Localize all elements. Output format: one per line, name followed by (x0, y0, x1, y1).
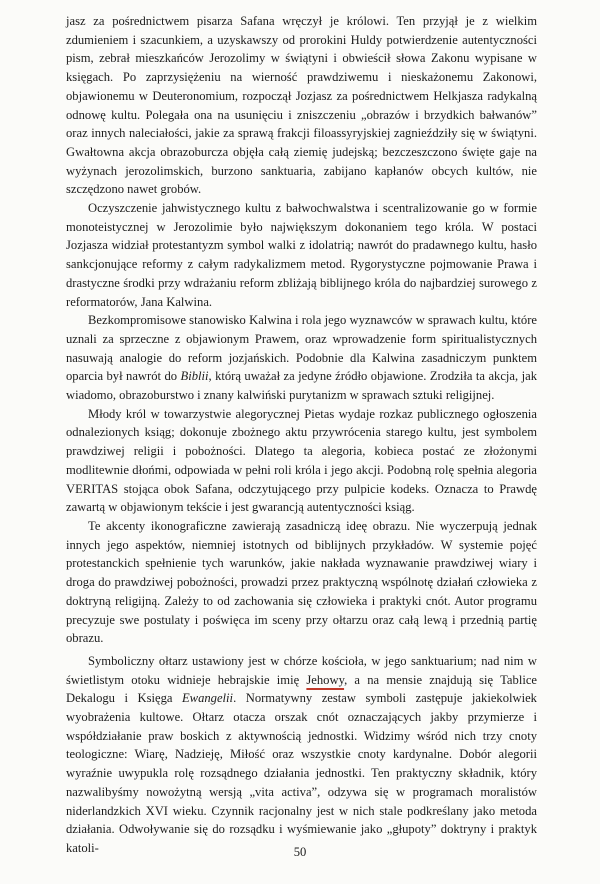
italic-text: Biblii (180, 369, 209, 384)
paragraph (66, 405, 537, 517)
text-run: . Normatywny zestaw symboli zastępuje jakiekolwiek wyobrażenia kultowe. Ołtarz otacza orszak cnót oznaczających jakby przymierze i współdziałanie praw boskich z aktywnością jednostki. Widzimy wśród nich trzy cnoty teologiczne: Wiarę, Nadzieję, Miłość oraz wszystkie cnoty kardynalne. Dobór alegorii wyraźnie uwypukla rolę rozsądnego działania jednostki. Ten praktyczny składnik, który nazwalibyśmy nowożytną wersją „vita activa”, odzywa się w programach moralistów niderlandzkich XVI wieku. Czynnik racjonalny jest w nich stale podkreślany jako metoda działania. Odwoływanie się do rozsądku i wyśmiewanie jako „głupoty” doktryny i praktyk katoli- (66, 691, 537, 855)
text-run: Oczyszczenie jahwistycznego kultu z bałwochwalstwa i scentralizowanie go w formie monoteistycznej w Jerozolimie było największym dokonaniem tego króla. W postaci Jozjasza widział protestantyzm symbol walki z idolatrią; nawrót do pradawnego kultu, hasło sankcjonujące reformy z całym radykalizmem metod. Rygorystyczne pojmowanie Prawa i drastyczne środki przy wdrażaniu reform zbliżają biblijnego króla do najbardziej surowego z reformatorów, Jana Kalwina. (66, 201, 537, 309)
text-run: , którą uważał za jedyne źródło objawione. Zrodziła ta akcja, jak wiadomo, obrazoburstwo i znany kalwiński purytanizm w sprawach sztuki religijnej. (66, 369, 538, 403)
text-run: , a na mensie znajdują się Tablice Dekalogu i Księga (66, 672, 537, 706)
text-run: Bezkompromisowe stanowisko Kalwina i rola jego wyznawców w sprawach kultu, które uznali za sprzeczne z objawionym Prawem, oraz wprowadzenie form spiritualistycznych nasuwają analogie do reform jozjańskich. Podobnie dla Kalwina zasadniczym punktem oparcia był nawrót do (66, 313, 537, 384)
page-number: 50 (293, 845, 307, 859)
underlined-word: Jehowy (306, 672, 345, 687)
paragraph (66, 199, 537, 311)
text-run: Młody król w towarzystwie alegorycznej Pietas wydaje rozkaz publicznego ogłoszenia odnalezionych ksiąg; dokonuje zbożnego aktu przywrócenia starego kultu, jest symbolem prawdziwej religii i pobożności. Dlatego ta alegoria, kobieca postać ze złożonymi modlitewnie dłońmi, odpowiada w pełni roli króla i jego akcji. Podobną rolę spełnia alegoria VERITAS stojąca obok Safana, odczytującego przy pulpicie kodeks. Oznacza to Prawdę zawartą w objawionym tekście i jest gwarancją autentyczności ksiąg. (66, 406, 537, 515)
paragraph (66, 652, 537, 858)
paragraph (66, 517, 537, 648)
italic-text: Ewangelii (181, 691, 234, 706)
paragraph (66, 311, 537, 405)
body-text (66, 12, 537, 858)
text-run: Symboliczny ołtarz ustawiony jest w chórze kościoła, w jego sanktuarium; nad nim w świetlistym otoku widnieje hebrajskie imię (66, 653, 537, 687)
text-run: jasz za pośrednictwem pisarza Safana wręczył je królowi. Ten przyjął je z wielkim zdumieniem i szacunkiem, a uzyskawszy od prorokini Huldy potwierdzenie autentyczności pism, zebrał mieszkańców Jerozolimy w świątyni i obwieścił słowa Zakonu wypisane w księgach. Po zaprzysiężeniu na wierność prawdziwemu i nieskażonemu Zakonowi, objawionemu w Deuteronomium, rozpoczął Jozjasz za pośrednictwem Helkjasza radykalną odnowę kultu. Polegała ona na usunięciu i zniszczeniu „obrazów i brzydkich bałwanów” oraz innych naleciałości, jakie za sprawą frakcji filoassyryjskiej zagnieździły się w świątyni. Gwałtowna akcja obrazoburcza objęła całą ziemię judejską; bezczeszczono święte gaje na wyżynach jerozolimskich, burzono sanktuaria, zabijano kapłanów obcych kultów, nie szczędzono nawet grobów. (66, 14, 537, 197)
text-run: Te akcenty ikonograficzne zawierają zasadniczą ideę obrazu. Nie wyczerpują jednak innych jego aspektów, niemniej istotnych od biblijnych przykładów. W systemie pojęć protestanckich spełnienie tych warunków, jakie nakłada wyznawanie prawdziwej wiary i droga do prawdziwej pobożności, prowadzi przez praktyczną wspólnotę działań człowieka z doktryną religijną. Zależy to od zachowania się człowieka i praktyki cnót. Autor programu precyzuje swe postulaty i poświęca im sceny przy ołtarzu oraz całą lewą i przednią partię obrazu. (66, 518, 537, 646)
paragraph (66, 12, 537, 199)
